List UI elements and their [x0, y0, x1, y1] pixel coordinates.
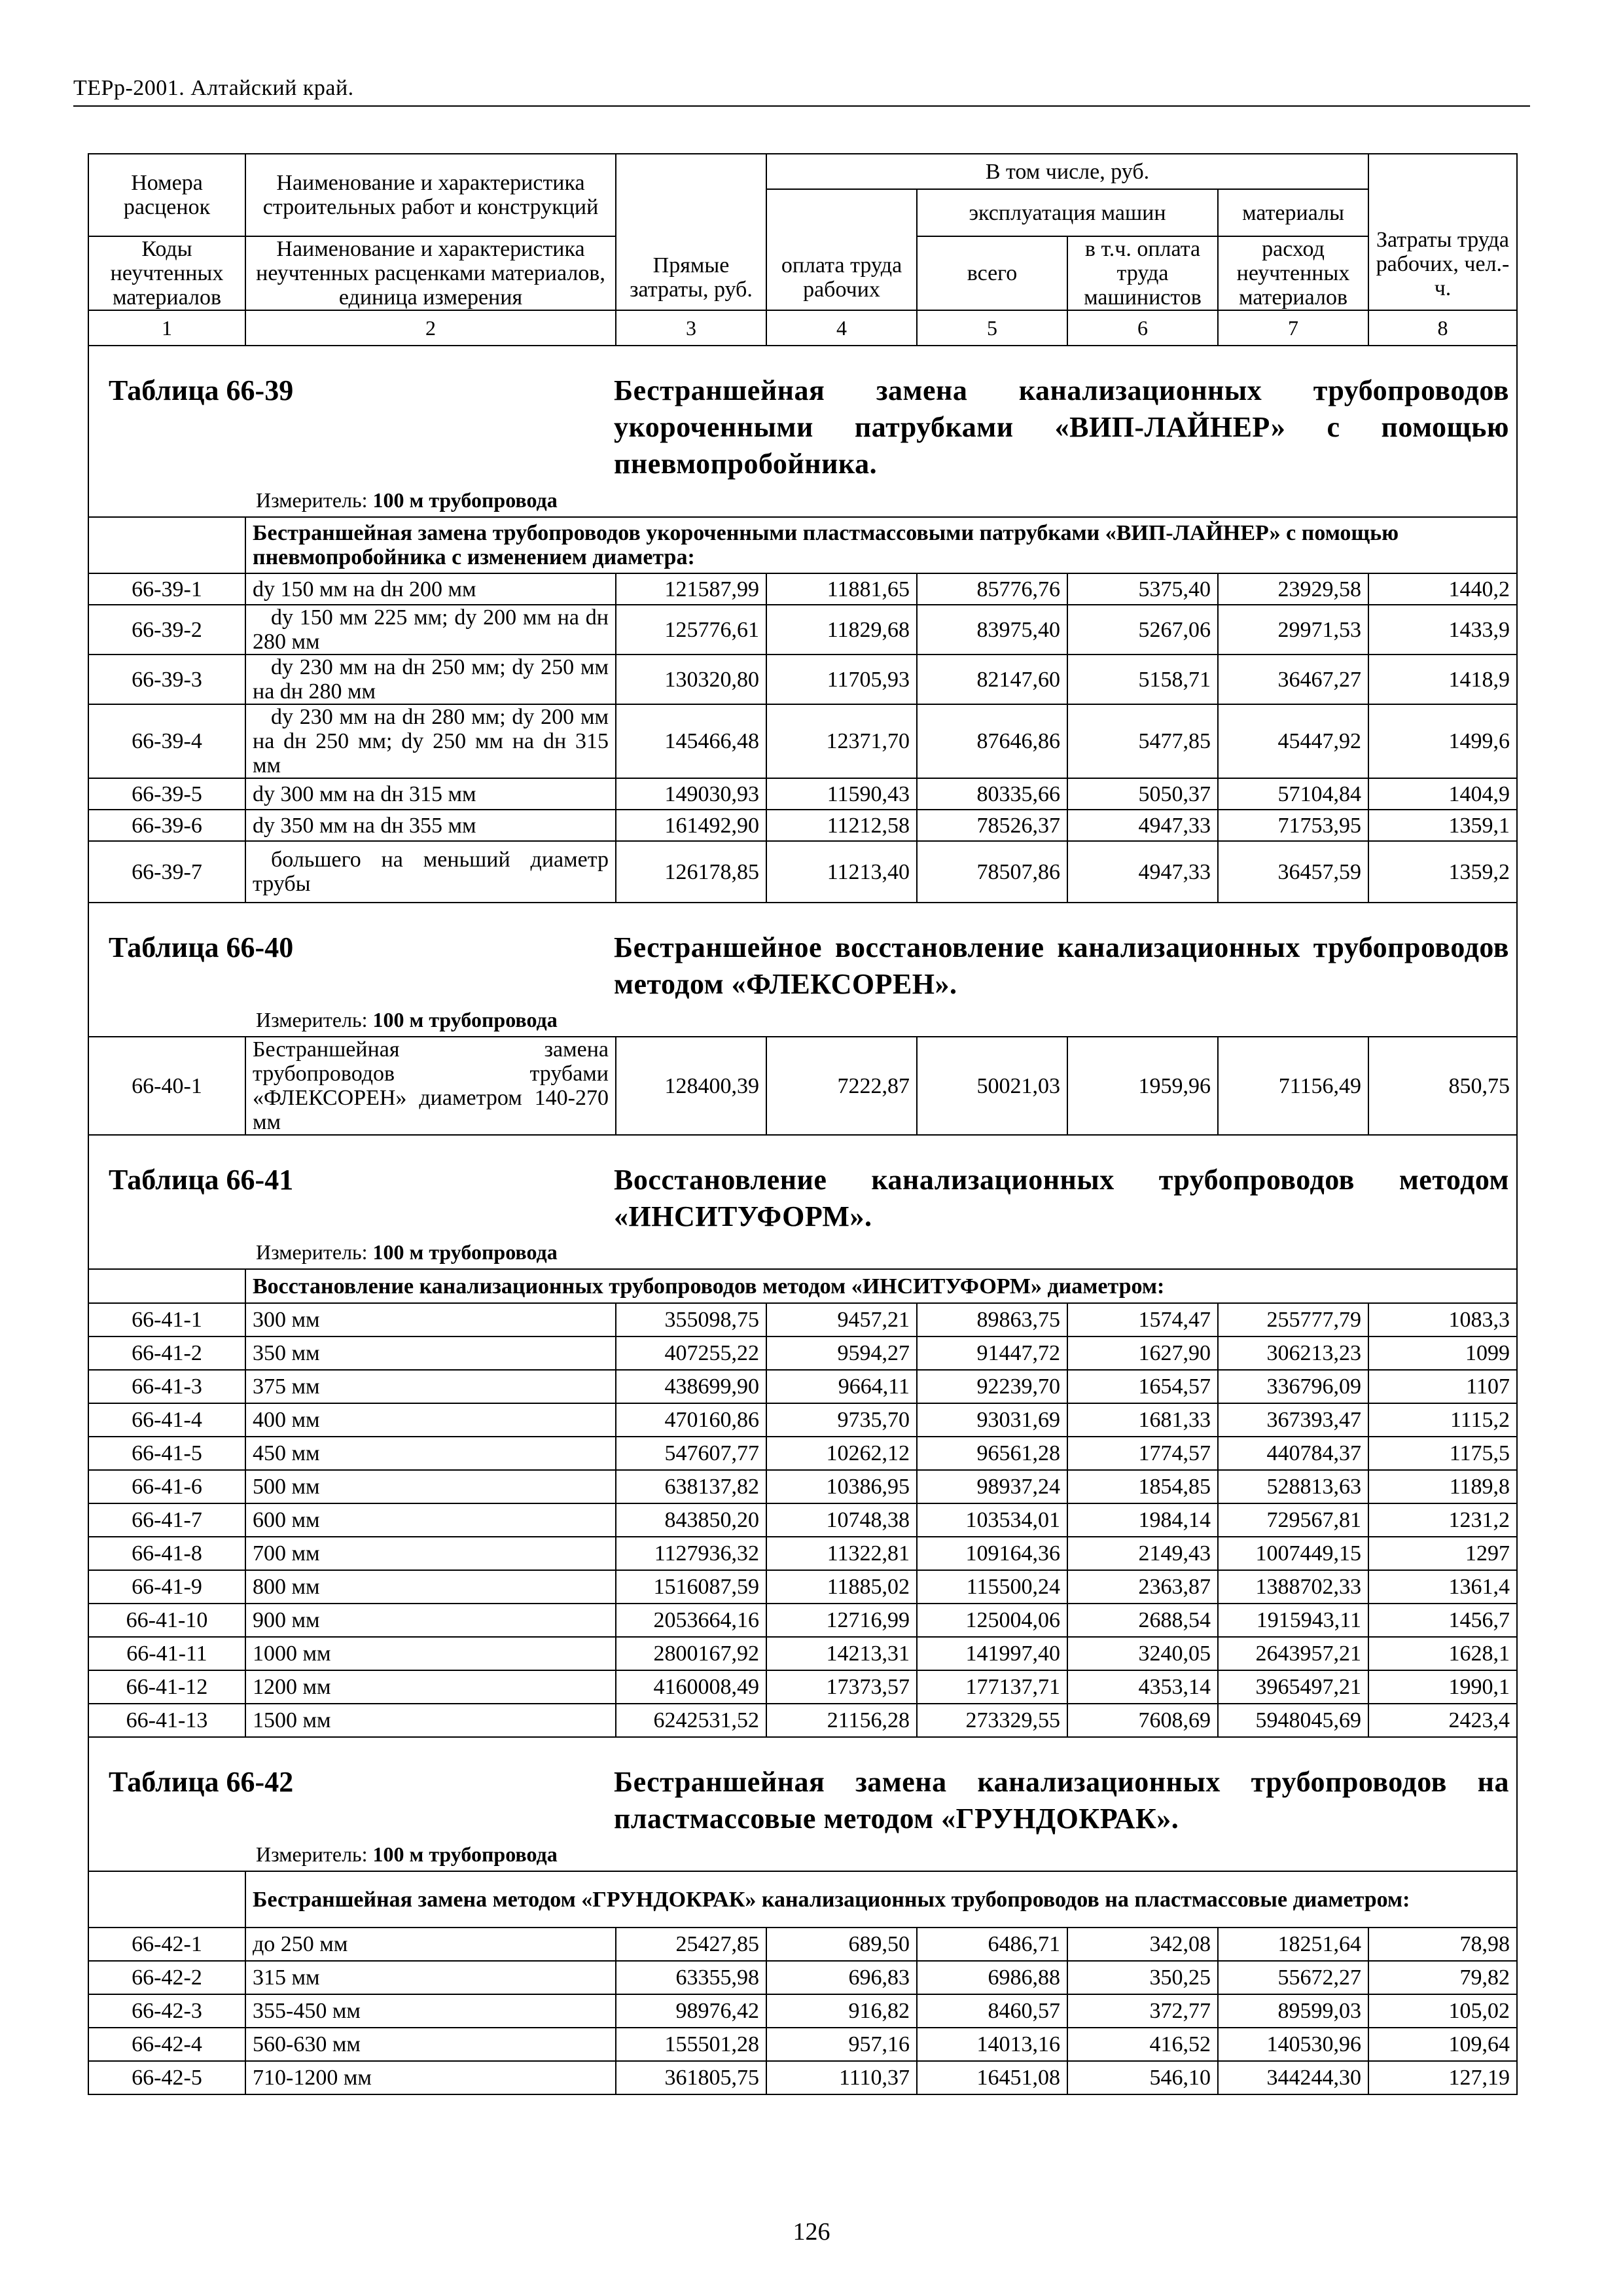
table-row [88, 1604, 1517, 1637]
labor-pay: 9664,11 [766, 1370, 917, 1403]
machinists-pay: 2149,43 [1067, 1537, 1218, 1570]
machines-total: 91447,72 [917, 1336, 1067, 1370]
col-header-unaccounted: расход неучтенных материалов [1218, 236, 1368, 310]
machines-total: 80335,66 [917, 778, 1067, 810]
rate-code: 66-41-2 [88, 1336, 245, 1370]
work-name: 700 мм [245, 1537, 616, 1570]
rate-code: 66-40-1 [88, 1037, 245, 1135]
measure-value: 100 м трубопровода [372, 1008, 558, 1031]
machinists-pay: 7608,69 [1067, 1704, 1218, 1737]
labor-pay: 1110,37 [766, 2061, 917, 2094]
labor-hours: 109,64 [1368, 2028, 1517, 2061]
machines-total: 93031,69 [917, 1403, 1067, 1437]
rate-code: 66-42-1 [88, 1928, 245, 1961]
col-num: 6 [1067, 310, 1218, 346]
table-title-block [88, 1135, 1517, 1269]
table-row [88, 1704, 1517, 1737]
machines-total: 82147,60 [917, 655, 1067, 704]
rate-code: 66-39-2 [88, 605, 245, 655]
labor-pay: 957,16 [766, 2028, 917, 2061]
materials-cost: 29971,53 [1218, 605, 1368, 655]
work-name: 1000 мм [245, 1637, 616, 1670]
labor-pay: 11881,65 [766, 573, 917, 605]
measure-label: Измеритель: [256, 488, 368, 512]
materials-cost: 306213,23 [1218, 1336, 1368, 1370]
labor-hours: 1404,9 [1368, 778, 1517, 810]
section-subtitle: Бестраншейная замена методом «ГРУНДОКРАК» канализационных трубопроводов на пластмассовые диаметром: [245, 1871, 1517, 1928]
direct-cost: 361805,75 [616, 2061, 766, 2094]
labor-pay: 11590,43 [766, 778, 917, 810]
work-name: 300 мм [245, 1303, 616, 1336]
materials-cost: 36457,59 [1218, 841, 1368, 903]
table-title-block [88, 346, 1517, 517]
work-name: dу 230 мм на dн 250 мм; dу 250 мм на dн 280 мм [245, 655, 616, 704]
rate-code: 66-41-11 [88, 1637, 245, 1670]
labor-hours: 1115,2 [1368, 1403, 1517, 1437]
labor-hours: 1231,2 [1368, 1503, 1517, 1537]
direct-cost: 6242531,52 [616, 1704, 766, 1737]
direct-cost: 128400,39 [616, 1037, 766, 1135]
machinists-pay: 5375,40 [1067, 573, 1218, 605]
table-row [88, 1928, 1517, 1961]
machines-total: 273329,55 [917, 1704, 1067, 1737]
work-name: 600 мм [245, 1503, 616, 1537]
direct-cost: 125776,61 [616, 605, 766, 655]
direct-cost: 145466,48 [616, 704, 766, 778]
machinists-pay: 2363,87 [1067, 1570, 1218, 1604]
table-number: Таблица 66-41 [109, 1164, 294, 1196]
subtitle-empty-cell [88, 1269, 245, 1303]
machinists-pay: 416,52 [1067, 2028, 1218, 2061]
materials-cost: 55672,27 [1218, 1961, 1368, 1994]
table-row [88, 1437, 1517, 1470]
table-title-row [88, 346, 1517, 517]
work-name: dу 150 мм 225 мм; dу 200 мм на dн 280 мм [245, 605, 616, 655]
rate-code: 66-42-5 [88, 2061, 245, 2094]
work-name: 355-450 мм [245, 1994, 616, 2028]
machines-total: 78526,37 [917, 810, 1067, 841]
direct-cost: 355098,75 [616, 1303, 766, 1336]
labor-hours: 1361,4 [1368, 1570, 1517, 1604]
labor-hours: 1418,9 [1368, 655, 1517, 704]
work-name: 350 мм [245, 1336, 616, 1370]
work-name: 710-1200 мм [245, 2061, 616, 2094]
col-num: 8 [1368, 310, 1517, 346]
rate-code: 66-42-2 [88, 1961, 245, 1994]
table-row [88, 1403, 1517, 1437]
col-header-codes: Коды неучтенных материалов [88, 236, 245, 310]
direct-cost: 161492,90 [616, 810, 766, 841]
materials-cost: 45447,92 [1218, 704, 1368, 778]
direct-cost: 1127936,32 [616, 1537, 766, 1570]
machinists-pay: 5050,37 [1067, 778, 1218, 810]
machinists-pay: 1627,90 [1067, 1336, 1218, 1370]
materials-cost: 336796,09 [1218, 1370, 1368, 1403]
rate-code: 66-39-4 [88, 704, 245, 778]
machines-total: 14013,16 [917, 2028, 1067, 2061]
labor-pay: 10386,95 [766, 1470, 917, 1503]
direct-cost: 843850,20 [616, 1503, 766, 1537]
work-name: 800 мм [245, 1570, 616, 1604]
col-num: 3 [616, 310, 766, 346]
labor-hours: 850,75 [1368, 1037, 1517, 1135]
table-row [88, 1994, 1517, 2028]
machinists-pay: 1984,14 [1067, 1503, 1218, 1537]
table-row [88, 1303, 1517, 1336]
labor-pay: 12716,99 [766, 1604, 917, 1637]
running-header: ТЕРр-2001. Алтайский край. [73, 76, 354, 100]
materials-cost: 71753,95 [1218, 810, 1368, 841]
labor-pay: 11829,68 [766, 605, 917, 655]
col-header-in-total: В том числе, руб. [766, 154, 1368, 189]
col-header-name2: Наименование и характеристика неучтенных расценками материалов, единица измерения [245, 236, 616, 310]
machines-total: 87646,86 [917, 704, 1067, 778]
labor-hours: 78,98 [1368, 1928, 1517, 1961]
rate-code: 66-39-1 [88, 573, 245, 605]
measure-value: 100 м трубопровода [372, 488, 558, 512]
machinists-pay: 4353,14 [1067, 1670, 1218, 1704]
direct-cost: 438699,90 [616, 1370, 766, 1403]
rate-code: 66-39-6 [88, 810, 245, 841]
table-row [88, 1570, 1517, 1604]
col-num: 4 [766, 310, 917, 346]
measure-label: Измеритель: [256, 1842, 368, 1866]
section-subtitle: Бестраншейная замена трубопроводов укороченными пластмассовыми патрубками «ВИП-ЛАЙНЕР» с помощью пневмопробойника с изменением диаметра: [245, 517, 1517, 573]
machinists-pay: 1574,47 [1067, 1303, 1218, 1336]
labor-hours: 127,19 [1368, 2061, 1517, 2094]
machines-total: 109164,36 [917, 1537, 1067, 1570]
machinists-pay: 342,08 [1067, 1928, 1218, 1961]
labor-pay: 10262,12 [766, 1437, 917, 1470]
labor-pay: 916,82 [766, 1994, 917, 2028]
machines-total: 50021,03 [917, 1037, 1067, 1135]
work-name: dу 300 мм на dн 315 мм [245, 778, 616, 810]
col-header-machines: эксплуатация машин [917, 189, 1218, 236]
machinists-pay: 5477,85 [1067, 704, 1218, 778]
work-name: 1200 мм [245, 1670, 616, 1704]
measure-unit [256, 1842, 558, 1867]
machines-total: 78507,86 [917, 841, 1067, 903]
materials-cost: 3965497,21 [1218, 1670, 1368, 1704]
labor-hours: 105,02 [1368, 1994, 1517, 2028]
table-row [88, 1370, 1517, 1403]
measure-label: Измеритель: [256, 1008, 368, 1031]
work-name: 1500 мм [245, 1704, 616, 1737]
section-subtitle-row [88, 1269, 1517, 1303]
table-number: Таблица 66-40 [109, 931, 294, 963]
materials-cost: 71156,49 [1218, 1037, 1368, 1135]
table-row [88, 810, 1517, 841]
rate-code: 66-42-4 [88, 2028, 245, 2061]
col-num: 2 [245, 310, 616, 346]
table-number: Таблица 66-42 [109, 1766, 294, 1798]
machines-total: 96561,28 [917, 1437, 1067, 1470]
machinists-pay: 4947,33 [1067, 841, 1218, 903]
direct-cost: 149030,93 [616, 778, 766, 810]
direct-cost: 121587,99 [616, 573, 766, 605]
table-row [88, 1336, 1517, 1370]
table-row [88, 1961, 1517, 1994]
materials-cost: 367393,47 [1218, 1403, 1368, 1437]
labor-pay: 7222,87 [766, 1037, 917, 1135]
labor-pay: 10748,38 [766, 1503, 917, 1537]
machines-total: 16451,08 [917, 2061, 1067, 2094]
table-row [88, 2028, 1517, 2061]
direct-cost: 126178,85 [616, 841, 766, 903]
work-name: 450 мм [245, 1437, 616, 1470]
labor-hours: 1433,9 [1368, 605, 1517, 655]
work-name: 375 мм [245, 1370, 616, 1403]
table-row [88, 605, 1517, 655]
machinists-pay: 1654,57 [1067, 1370, 1218, 1403]
work-name: dу 350 мм на dн 355 мм [245, 810, 616, 841]
table-row [88, 704, 1517, 778]
measure-value: 100 м трубопровода [372, 1842, 558, 1866]
labor-hours: 1990,1 [1368, 1670, 1517, 1704]
labor-hours: 79,82 [1368, 1961, 1517, 1994]
work-name: dу 230 мм на dн 280 мм; dу 200 мм на dн 250 мм; dу 250 мм на dн 315 мм [245, 704, 616, 778]
work-name: 900 мм [245, 1604, 616, 1637]
materials-cost: 23929,58 [1218, 573, 1368, 605]
labor-hours: 1189,8 [1368, 1470, 1517, 1503]
header-row-1 [88, 154, 1517, 189]
table-title-row [88, 1737, 1517, 1871]
table-title: Бестраншейное восстановление канализационных трубопроводов методом «ФЛЕКСОРЕН». [614, 931, 1509, 1000]
materials-cost: 729567,81 [1218, 1503, 1368, 1537]
section-subtitle: Восстановление канализационных трубопроводов методом «ИНСИТУФОРМ» диаметром: [245, 1269, 1517, 1303]
rate-code: 66-41-1 [88, 1303, 245, 1336]
table-title-block [88, 1737, 1517, 1871]
rate-code: 66-42-3 [88, 1994, 245, 2028]
rate-code: 66-41-6 [88, 1470, 245, 1503]
col-header-direct: Прямые затраты, руб. [616, 154, 766, 310]
direct-cost: 155501,28 [616, 2028, 766, 2061]
col-num: 7 [1218, 310, 1368, 346]
labor-pay: 9457,21 [766, 1303, 917, 1336]
work-name: 400 мм [245, 1403, 616, 1437]
direct-cost: 547607,77 [616, 1437, 766, 1470]
col-header-labor: оплата труда рабочих [766, 189, 917, 310]
column-numbers-row [88, 310, 1517, 346]
machines-total: 125004,06 [917, 1604, 1067, 1637]
labor-hours: 1440,2 [1368, 573, 1517, 605]
direct-cost: 470160,86 [616, 1403, 766, 1437]
rates-table [88, 153, 1518, 2095]
table-row [88, 1470, 1517, 1503]
labor-pay: 12371,70 [766, 704, 917, 778]
rate-code: 66-41-8 [88, 1537, 245, 1570]
measure-unit [256, 1007, 558, 1032]
table-row [88, 1670, 1517, 1704]
direct-cost: 638137,82 [616, 1470, 766, 1503]
direct-cost: 98976,42 [616, 1994, 766, 2028]
machinists-pay: 546,10 [1067, 2061, 1218, 2094]
machines-total: 141997,40 [917, 1637, 1067, 1670]
table-row [88, 573, 1517, 605]
page-number: 126 [793, 2218, 830, 2246]
table-row [88, 1503, 1517, 1537]
col-header-labor-cost: Затраты труда рабочих, чел.-ч. [1368, 154, 1517, 310]
materials-cost: 528813,63 [1218, 1470, 1368, 1503]
labor-pay: 11322,81 [766, 1537, 917, 1570]
rate-code: 66-39-3 [88, 655, 245, 704]
materials-cost: 1915943,11 [1218, 1604, 1368, 1637]
col-num: 5 [917, 310, 1067, 346]
rate-code: 66-41-9 [88, 1570, 245, 1604]
materials-cost: 1388702,33 [1218, 1570, 1368, 1604]
direct-cost: 1516087,59 [616, 1570, 766, 1604]
direct-cost: 63355,98 [616, 1961, 766, 1994]
table-row [88, 2061, 1517, 2094]
labor-pay: 11213,40 [766, 841, 917, 903]
labor-hours: 1107 [1368, 1370, 1517, 1403]
machines-total: 177137,71 [917, 1670, 1067, 1704]
materials-cost: 1007449,15 [1218, 1537, 1368, 1570]
labor-hours: 1456,7 [1368, 1604, 1517, 1637]
table-title: Восстановление канализационных трубопроводов методом «ИНСИТУФОРМ». [614, 1164, 1509, 1232]
materials-cost: 440784,37 [1218, 1437, 1368, 1470]
measure-label: Измеритель: [256, 1240, 368, 1264]
materials-cost: 344244,30 [1218, 2061, 1368, 2094]
machinists-pay: 5267,06 [1067, 605, 1218, 655]
table-row [88, 1537, 1517, 1570]
rate-code: 66-41-3 [88, 1370, 245, 1403]
table-title: Бестраншейная замена канализационных трубопроводов укороченными патрубками «ВИП-ЛАЙНЕР» с помощью пневмопробойника. [614, 374, 1509, 480]
machinists-pay: 2688,54 [1067, 1604, 1218, 1637]
table-title: Бестраншейная замена канализационных трубопроводов на пластмассовые методом «ГРУНДОКРАК». [614, 1766, 1509, 1835]
rate-code: 66-41-5 [88, 1437, 245, 1470]
direct-cost: 2053664,16 [616, 1604, 766, 1637]
work-name: 315 мм [245, 1961, 616, 1994]
machinists-pay: 1681,33 [1067, 1403, 1218, 1437]
labor-pay: 11705,93 [766, 655, 917, 704]
col-header-materials: материалы [1218, 189, 1368, 236]
machines-total: 103534,01 [917, 1503, 1067, 1537]
subtitle-empty-cell [88, 517, 245, 573]
header-rule [73, 105, 1530, 107]
work-name: большего на меньший диаметр трубы [245, 841, 616, 903]
labor-pay: 11212,58 [766, 810, 917, 841]
work-name: до 250 мм [245, 1928, 616, 1961]
work-name: dу 150 мм на dн 200 мм [245, 573, 616, 605]
materials-cost: 2643957,21 [1218, 1637, 1368, 1670]
machinists-pay: 350,25 [1067, 1961, 1218, 1994]
machines-total: 6486,71 [917, 1928, 1067, 1961]
machines-total: 115500,24 [917, 1570, 1067, 1604]
section-subtitle-row [88, 517, 1517, 573]
machinists-pay: 1959,96 [1067, 1037, 1218, 1135]
direct-cost: 2800167,92 [616, 1637, 766, 1670]
labor-pay: 689,50 [766, 1928, 917, 1961]
labor-hours: 2423,4 [1368, 1704, 1517, 1737]
labor-hours: 1099 [1368, 1336, 1517, 1370]
labor-hours: 1297 [1368, 1537, 1517, 1570]
labor-pay: 11885,02 [766, 1570, 917, 1604]
measure-unit [256, 1240, 558, 1265]
materials-cost: 57104,84 [1218, 778, 1368, 810]
labor-hours: 1175,5 [1368, 1437, 1517, 1470]
table-row [88, 841, 1517, 903]
labor-pay: 9735,70 [766, 1403, 917, 1437]
labor-pay: 696,83 [766, 1961, 917, 1994]
direct-cost: 130320,80 [616, 655, 766, 704]
materials-cost: 89599,03 [1218, 1994, 1368, 2028]
rate-code: 66-41-10 [88, 1604, 245, 1637]
col-header-total: всего [917, 236, 1067, 310]
rate-code: 66-41-4 [88, 1403, 245, 1437]
col-header-name: Наименование и характеристика строительных работ и конструкций [245, 154, 616, 236]
measure-value: 100 м трубопровода [372, 1240, 558, 1264]
table-row [88, 655, 1517, 704]
work-name: 500 мм [245, 1470, 616, 1503]
materials-cost: 140530,96 [1218, 2028, 1368, 2061]
materials-cost: 36467,27 [1218, 655, 1368, 704]
machines-total: 6986,88 [917, 1961, 1067, 1994]
col-header-rate-no: Номера расценок [88, 154, 245, 236]
machines-total: 85776,76 [917, 573, 1067, 605]
work-name: 560-630 мм [245, 2028, 616, 2061]
labor-hours: 1083,3 [1368, 1303, 1517, 1336]
machinists-pay: 1774,57 [1067, 1437, 1218, 1470]
labor-hours: 1499,6 [1368, 704, 1517, 778]
machines-total: 89863,75 [917, 1303, 1067, 1336]
table-title-row [88, 1135, 1517, 1269]
labor-hours: 1628,1 [1368, 1637, 1517, 1670]
rate-code: 66-41-7 [88, 1503, 245, 1537]
machines-total: 98937,24 [917, 1470, 1067, 1503]
section-subtitle-row [88, 1871, 1517, 1928]
subtitle-empty-cell [88, 1871, 245, 1928]
work-name: Бестраншейная замена трубопроводов трубами «ФЛЕКСОРЕН» диаметром 140-270 мм [245, 1037, 616, 1135]
table-title-block [88, 903, 1517, 1037]
machines-total: 92239,70 [917, 1370, 1067, 1403]
rate-code: 66-39-5 [88, 778, 245, 810]
table-number: Таблица 66-39 [109, 374, 294, 406]
labor-pay: 9594,27 [766, 1336, 917, 1370]
materials-cost: 5948045,69 [1218, 1704, 1368, 1737]
machinists-pay: 372,77 [1067, 1994, 1218, 2028]
machinists-pay: 4947,33 [1067, 810, 1218, 841]
table-row [88, 1037, 1517, 1135]
direct-cost: 4160008,49 [616, 1670, 766, 1704]
machines-total: 83975,40 [917, 605, 1067, 655]
table-title-row [88, 903, 1517, 1037]
labor-pay: 17373,57 [766, 1670, 917, 1704]
rate-code: 66-41-12 [88, 1670, 245, 1704]
direct-cost: 407255,22 [616, 1336, 766, 1370]
table-row [88, 1637, 1517, 1670]
labor-hours: 1359,1 [1368, 810, 1517, 841]
labor-pay: 21156,28 [766, 1704, 917, 1737]
measure-unit [256, 488, 558, 512]
col-num: 1 [88, 310, 245, 346]
materials-cost: 255777,79 [1218, 1303, 1368, 1336]
labor-pay: 14213,31 [766, 1637, 917, 1670]
labor-hours: 1359,2 [1368, 841, 1517, 903]
machinists-pay: 5158,71 [1067, 655, 1218, 704]
machinists-pay: 3240,05 [1067, 1637, 1218, 1670]
materials-cost: 18251,64 [1218, 1928, 1368, 1961]
col-header-incl-machinists: в т.ч. оплата труда машинистов [1067, 236, 1218, 310]
machines-total: 8460,57 [917, 1994, 1067, 2028]
table-row [88, 778, 1517, 810]
rate-code: 66-39-7 [88, 841, 245, 903]
machinists-pay: 1854,85 [1067, 1470, 1218, 1503]
rate-code: 66-41-13 [88, 1704, 245, 1737]
direct-cost: 25427,85 [616, 1928, 766, 1961]
